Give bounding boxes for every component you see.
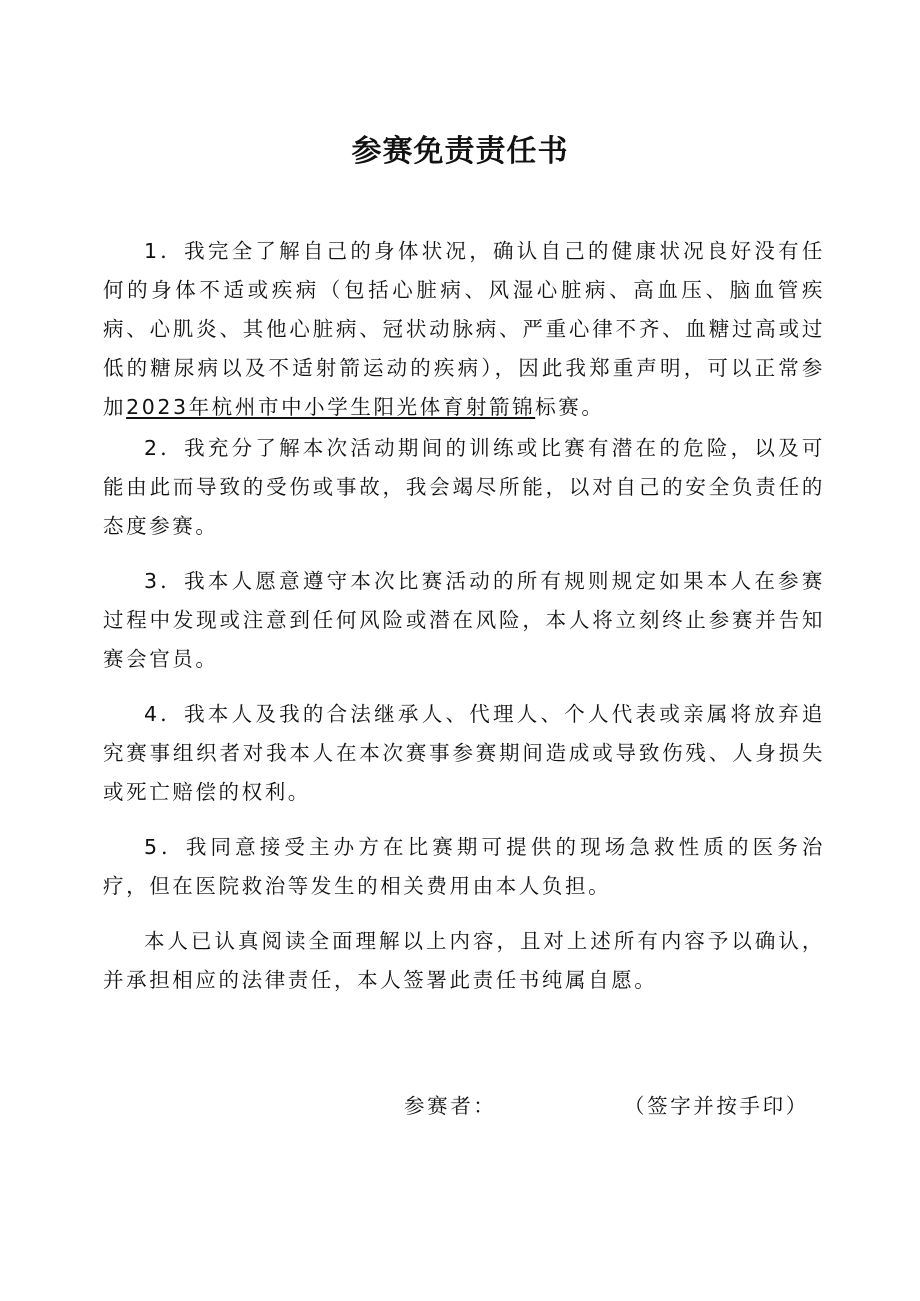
event-name: 2023年杭州市中小学生阳光体育射箭锦 — [126, 395, 536, 419]
document-body — [103, 232, 825, 1000]
signature-note: （签字并按手印） — [624, 1094, 809, 1118]
document-title: 参赛免责责任书 — [351, 134, 569, 169]
confirmation-statement: 本人已认真阅读全面理解以上内容，且对上述所有内容予以确认，并承担相应的法律责任，本人签署此责任书纯属自愿。 — [103, 929, 825, 992]
participant-label: 参赛者： — [404, 1094, 497, 1118]
clause-3: 3．我本人愿意遵守本次比赛活动的所有规则规定如果本人在参赛过程中发现或注意到任何风险或潜在风险，本人将立刻终止参赛并告知赛会官员。 — [103, 569, 825, 671]
clause-1 — [103, 232, 825, 427]
clause-1-text: 1．我完全了解自己的身体状况，确认自己的健康状况良好没有任何的身体不适或疾病（包括心脏病、风湿心脏病、高血压、脑血管疾病、心肌炎、其他心脏病、冠状动脉病、严重心律不齐、血糖过高或过低的糖尿病以及不适射箭运动的疾病），因此我郑重声明，可以正常参加 — [103, 239, 825, 419]
clause-2: 2．我充分了解本次活动期间的训练或比赛有潜在的危险，以及可能由此而导致的受伤或事故，我会竭尽所能，以对自己的安全负责任的态度参赛。 — [103, 436, 825, 538]
clause-1-ending: 标赛。 — [535, 395, 605, 419]
clause-5: 5．我同意接受主办方在比赛期可提供的现场急救性质的医务治疗，但在医院救治等发生的相关费用由本人负担。 — [103, 835, 825, 898]
clause-4: 4．我本人及我的合法继承人、代理人、个人代表或亲属将放弃追究赛事组织者对我本人在本次赛事参赛期间造成或导致伤残、人身损失或死亡赔偿的权利。 — [103, 702, 825, 804]
